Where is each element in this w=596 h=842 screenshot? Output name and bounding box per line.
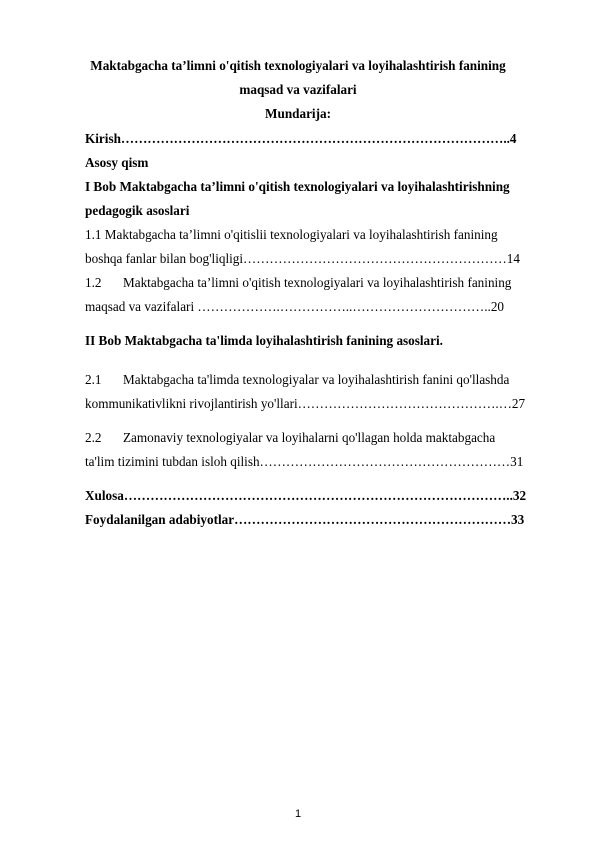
page-number: 1 [294, 808, 302, 820]
toc-entry-chapter1-cont: pedagogik asoslari [85, 203, 190, 218]
document-title-line2: maqsad va vazifalari [239, 82, 357, 97]
toc-entry-chapter1: I Bob Maktabgacha ta’limni o'qitish texnologiyalari va loyihalashtirishning [85, 179, 510, 194]
document-title-line1: Maktabgacha ta’limni o'qitish texnologiyalari va loyihalashtirish fanining [90, 58, 506, 73]
toc-entry-main-part: Asosy qism [85, 155, 149, 170]
toc-entry-intro: Kirish……………………………………………………………………………..4 [85, 131, 517, 146]
toc-entry-chapter2: II Bob Maktabgacha ta'limda loyihalashtirish fanining asoslari. [85, 333, 443, 348]
toc-heading: Mundarija: [265, 106, 331, 121]
toc-entry-2-1-number: 2.1 [85, 372, 102, 387]
toc-entry-conclusion: Xulosa……………………………………………………………………………..32 [85, 488, 527, 503]
toc-entry-2-1: Maktabgacha ta'limda texnologiyalar va loyihalashtirish fanini qo'llashda [123, 372, 510, 387]
toc-entry-1-1: 1.1 Maktabgacha ta’limni o'qitislii texnologiyalari va loyihalashtirish fanining [85, 227, 498, 242]
toc-entry-2-2: Zamonaviy texnologiyalar va loyihalarni qo'llagan holda maktabgacha [123, 430, 496, 445]
toc-entry-2-1-cont: kommunikativlikni rivojlantirish yo'llari……………………………………….…27 [85, 396, 526, 411]
toc-entry-2-2-number: 2.2 [85, 430, 102, 445]
toc-entry-2-2-cont: ta'lim tizimini tubdan isloh qilish…………………………………………………31 [85, 454, 524, 469]
toc-entry-1-2: Maktabgacha ta’limni o'qitish texnologiyalari va loyihalashtirish fanining [123, 275, 512, 290]
toc-entry-1-1-cont: boshqa fanlar bilan bog'liqligi……………………………………………………14 [85, 251, 520, 266]
toc-entry-1-2-cont: maqsad va vazifalari ……………….……………..…………………………..20 [85, 299, 505, 314]
toc-entry-1-2-number: 1.2 [85, 275, 102, 290]
toc-entry-references: Foydalanilgan adabiyotlar………………………………………………………33 [85, 512, 525, 527]
